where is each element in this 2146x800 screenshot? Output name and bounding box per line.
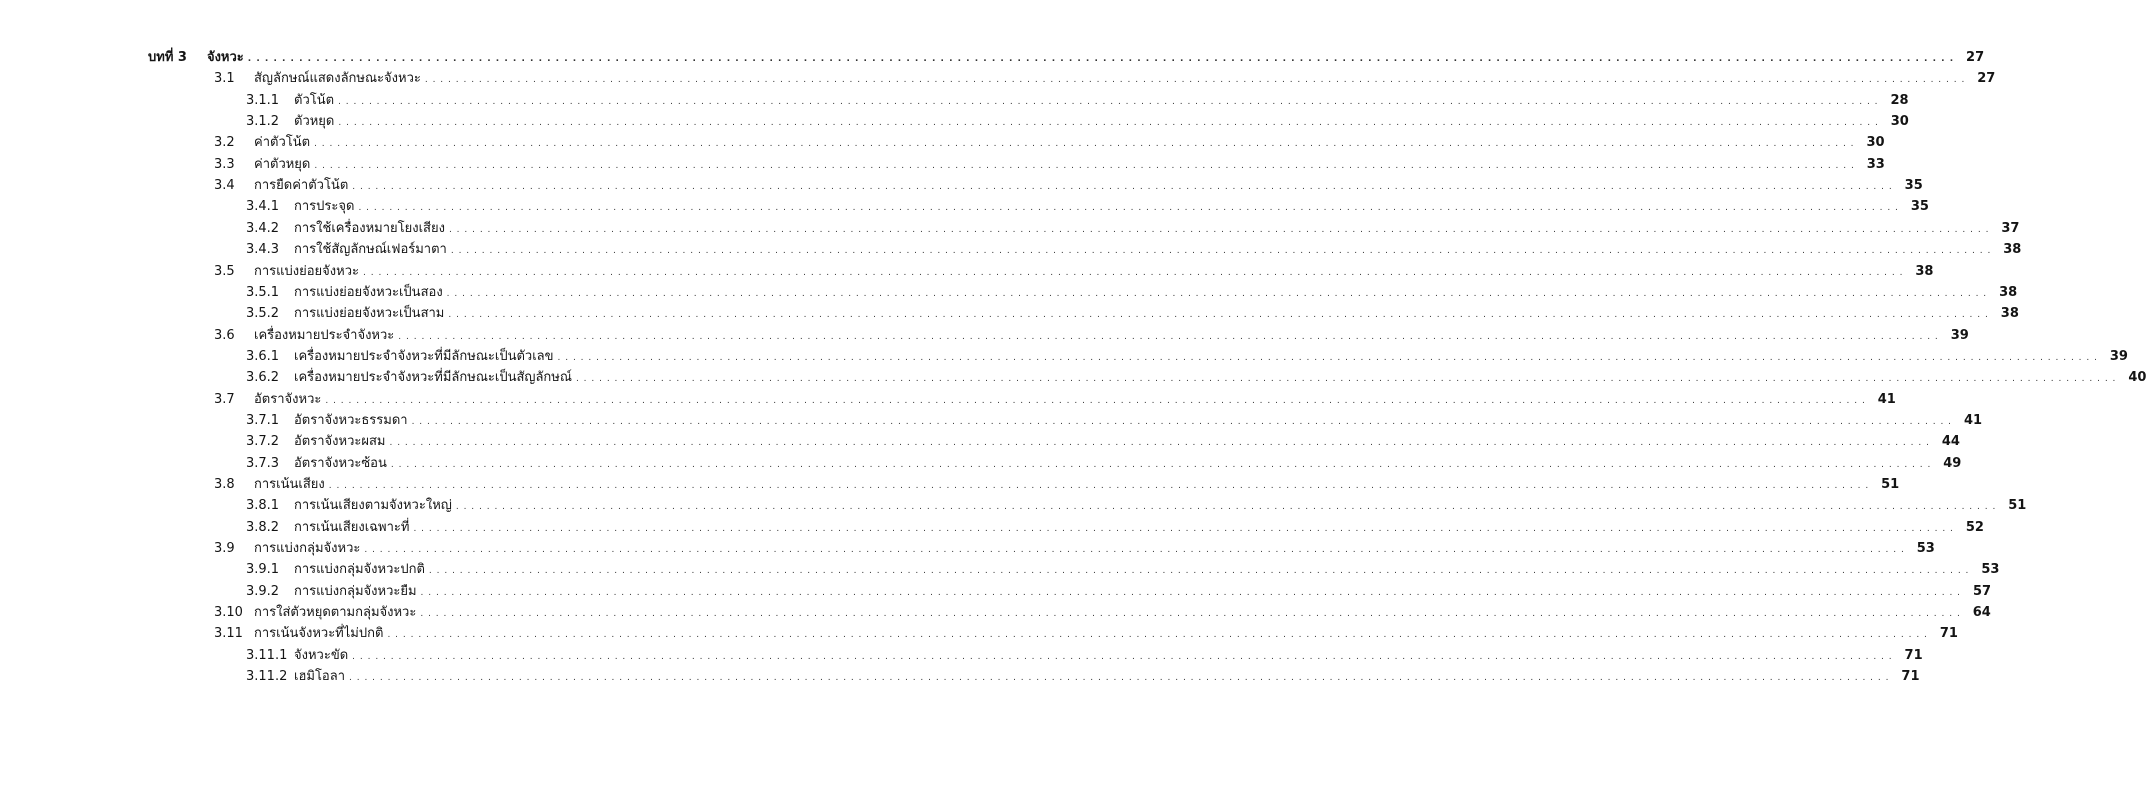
- dot-leader: . . . . . . . . . . . . . . . . . . . . . . . . . . . . . . . . . . . . . . . . . . . . . . . . . . . . . . . . . . . . . . . . . . . . . . . . . . . . . . . . . . . . . . . . . . . . . . . . . . . . . . . . . . . . . . . . . . . . . . . . . . . . . . . . . . . . . . . . . . . . . . . . . . . . . . . . . . . . . . . . . . . . . . . . . . . . . . . . . . . . . . . . . . . . . . . . . . . . . . . .: [575, 374, 2117, 385]
- toc-entry[interactable]: [246, 667, 1920, 685]
- toc-entry-number: 3.7.3: [246, 455, 280, 471]
- toc-entry[interactable]: [214, 603, 1991, 621]
- dot-leader: . . . . . . . . . . . . . . . . . . . . . . . . . . . . . . . . . . . . . . . . . . . . . . . . . . . . . . . . . . . . . . . . . . . . . . . . . . . . . . . . . . . . . . . . . . . . . . . . . . . . . . . . . . . . . . . . . . . . . . . . . . . . . . . . . . . . . . . . . . . . . . . . . . . . . . . . . . . . . . . . . . . . . . . . . . . . . . . . . . . . . . . . . . . . . . . . . . . . . . . .: [314, 139, 1855, 150]
- toc-entry-number: 3.7: [214, 391, 235, 407]
- toc-entry-page-number: 38: [2000, 306, 2019, 322]
- dot-leader: . . . . . . . . . . . . . . . . . . . . . . . . . . . . . . . . . . . . . . . . . . . . . . . . . . . . . . . . . . . . . . . . . . . . . . . . . . . . . . . . . . . . . . . . . . . . . . . . . . . . . . . . . . . . . . . . . . . . . . . . . . . . . . . . . . . . . . . . . . . . . . . . . . . . . . . . . . . . . . . . . . . . . . . . . . . . . . . . . . . . . . . . . . . . . . . . . . . . . . . .: [387, 630, 1928, 641]
- toc-entry-title: ตัวโน้ต: [294, 92, 335, 108]
- toc-entry-title: ค่าตัวโน้ต: [254, 135, 311, 151]
- toc-entry[interactable]: [214, 390, 1896, 408]
- toc-entry-number: 3.8: [214, 477, 235, 492]
- toc-entry-number: 3.6: [214, 327, 235, 343]
- toc-entry-page-number: 27: [1966, 50, 1985, 65]
- toc-entry-number: 3.1: [214, 71, 235, 87]
- toc-entry[interactable]: [246, 646, 1923, 664]
- dot-leader: . . . . . . . . . . . . . . . . . . . . . . . . . . . . . . . . . . . . . . . . . . . . . . . . . . . . . . . . . . . . . . . . . . . . . . . . . . . . . . . . . . . . . . . . . . . . . . . . . . . . . . . . . . . . . . . . . . . . . . . . . . . . . . . . . . . . . . . . . . . . . . . . . . . . . . . . . . . . . . . . . . . . . . . . . . . . . . . . . . . . . . . . . . . . . . . . . . . . . . . .: [448, 224, 1990, 235]
- toc-entry-title: เครื่องหมายประจำจังหวะที่มีลักษณะเป็นสัญลักษณ์: [294, 370, 572, 386]
- dot-leader: . . . . . . . . . . . . . . . . . . . . . . . . . . . . . . . . . . . . . . . . . . . . . . . . . . . . . . . . . . . . . . . . . . . . . . . . . . . . . . . . . . . . . . . . . . . . . . . . . . . . . . . . . . . . . . . . . . . . . . . . . . . . . . . . . . . . . . . . . . . . . . . . . . . . . . . . . . . . . . . . . . . . . . . . . . . . . . . . . . . . . . . . . . . . . . . . . . . . . . . .: [446, 288, 1988, 299]
- toc-entry[interactable]: [214, 539, 1935, 557]
- toc-entry[interactable]: [214, 155, 1885, 173]
- toc-entry-page-number: 33: [1866, 156, 1885, 172]
- dot-leader: . . . . . . . . . . . . . . . . . . . . . . . . . . . . . . . . . . . . . . . . . . . . . . . . . . . . . . . . . . . . . . . . . . . . . . . . . . . . . . . . . . . . . . . . . . . . . . . . . . . . . . . . . . . . . . . . . . . . . . . . . . . . . . . . . . . . . . . . . . . . . . . . . . . . . . . . . . . . . . . . . . . . . . . . . . . . . . . . . . . . . . . . . . . . . . . . . . . . . . . .: [352, 651, 1893, 662]
- dot-leader: . . . . . . . . . . . . . . . . . . . . . . . . . . . . . . . . . . . . . . . . . . . . . . . . . . . . . . . . . . . . . . . . . . . . . . . . . . . . . . . . . . . . . . . . . . . . . . . . . . . . . . . . . . . . . . . . . . . . . . . . . . . . . . . . . . . . . . . . . . . . . . . . . . . . . . . . . . . . . . . . . . . . . . . . . . . . . . . . . . . . . . . . . . . . . . . . . . . . . . . .: [389, 438, 1930, 449]
- toc-entry-title: ค่าตัวหยุด: [254, 156, 311, 172]
- dot-leader: . . . . . . . . . . . . . . . . . . . . . . . . . . . . . . . . . . . . . . . . . . . . . . . . . . . . . . . . . . . . . . . . . . . . . . . . . . . . . . . . . . . . . . . . . . . . . . . . . . . . . . . . . . . . . . . . . . . . . . . . . . . . . . . . . . . . . . . . . . . . . . . . . . . . . . . . . . . . . . . . . . . . . . . . . . . . . . . . . . . . . . . . . . . . . . . . . . . . . . . .: [314, 160, 1855, 171]
- toc-entry[interactable]: [246, 112, 1909, 130]
- dot-leader: . . . . . . . . . . . . . . . . . . . . . . . . . . . . . . . . . . . . . . . . . . . . . . . . . . . . . . . . . . . . . . . . . . . . . . . . . . . . . . . . . . . . . . . . . . . . . . . . . . . . . . . . . . . . . . . . . . . . . . . . . . . . . . . . . . . . . . . . . . . . . . . . . . . . . . . . . . . . . . . . . . . . . . . . . . . . . . . . . . . . . . . . . . . . . . . . . . . . . . . .: [424, 75, 1966, 86]
- toc-entry[interactable]: [214, 475, 1900, 493]
- toc-entry-page-number: 35: [1904, 178, 1923, 194]
- toc-entry-number: 3.11.1: [246, 647, 288, 663]
- toc-entry-page-number: 40: [2128, 370, 2146, 386]
- toc-entry-number: 3.5: [214, 263, 235, 279]
- toc-entry-page-number: 38: [2003, 242, 2022, 258]
- toc-entry-number: 3.3: [214, 156, 235, 172]
- toc-entry-title: การใส่ตัวหยุดตามกลุ่มจังหวะ: [254, 605, 417, 621]
- toc-entry-number: 3.7.1: [246, 412, 280, 428]
- toc-entry[interactable]: [214, 133, 1885, 151]
- dot-leader: . . . . . . . . . . . . . . . . . . . . . . . . . . . . . . . . . . . . . . . . . . . . . . . . . . . . . . . . . . . . . . . . . . . . . . . . . . . . . . . . . . . . . . . . . . . . . . . . . . . . . . . . . . . . . . . . . . . . . . . . . . . . . . . . . . . . . . . . . . . . . . . . . . . . . . . . . . . . . . . . . . . . . . . . . . . . . . . . . . . . . . . . . . . . . . . . . . . . . . . .: [349, 673, 1890, 684]
- toc-entry-page-number: 39: [2109, 348, 2128, 364]
- toc-entry-title: อัตราจังหวะธรรมดา: [294, 412, 408, 428]
- toc-entry-number: 3.5.1: [246, 284, 280, 300]
- toc-entry[interactable]: [246, 496, 2027, 514]
- toc-entry-page-number: 64: [1972, 605, 1991, 621]
- toc-entry-number: 3.8.1: [246, 498, 280, 514]
- dot-leader: . . . . . . . . . . . . . . . . . . . . . . . . . . . . . . . . . . . . . . . . . . . . . . . . . . . . . . . . . . . . . . . . . . . . . . . . . . . . . . . . . . . . . . . . . . . . . . . . . . . . . . . . . . . . . . . . . . . . . . . . . . . . . . . . . . . . . . . . . . . . . . . . . . . . . . . . . . . . . . . . . . . . . . . . . . . . . . . . . . . . . . . . . . . . . . . . . . . . . . . .: [398, 331, 1939, 342]
- dot-leader: . . . . . . . . . . . . . . . . . . . . . . . . . . . . . . . . . . . . . . . . . . . . . . . . . . . . . . . . . . . . . . . . . . . . . . . . . . . . . . . . . . . . . . . . . . . . . . . . . . . . . . . . . . . . . . . . . . . . . . . . . . . . . . . . . . . . . . . . . . . . . . . . . . . . . . . . . . . . . . . . . . . . . . . . . . . . . . . . . . . . . . . . . . . . . . . . . . . . . . . .: [557, 352, 2098, 363]
- toc-entry-page-number: 37: [2001, 220, 2020, 236]
- toc-entry-page-number: 38: [1915, 263, 1934, 279]
- toc-entry-number: 3.1.2: [246, 114, 280, 130]
- dot-leader: . . . . . . . . . . . . . . . . . . . . . . . . . . . . . . . . . . . . . . . . . . . . . . . . . . . . . . . . . . . . . . . . . . . . . . . . . . . . . . . . . . . . . . . . . . . . . . . . . . . . . . . . . . . . . . . . . . . . . . . . . . . . . . . . . . . . . . . . . . . . . . . . . . . . . . . . . . . . . . . . . . . . . . . . . . . . . . . . . . . . . . . . . . . . . . . . . . . . . . . .: [247, 54, 1955, 64]
- toc-entry-title: ตัวหยุด: [294, 114, 335, 130]
- toc-entry-number: 3.8.2: [246, 519, 280, 535]
- toc-entry-number: 3.2: [214, 135, 235, 151]
- dot-leader: . . . . . . . . . . . . . . . . . . . . . . . . . . . . . . . . . . . . . . . . . . . . . . . . . . . . . . . . . . . . . . . . . . . . . . . . . . . . . . . . . . . . . . . . . . . . . . . . . . . . . . . . . . . . . . . . . . . . . . . . . . . . . . . . . . . . . . . . . . . . . . . . . . . . . . . . . . . . . . . . . . . . . . . . . . . . . . . . . . . . . . . . . . . . . . . . . . . . . . . .: [428, 566, 1970, 577]
- toc-entry-page-number: 53: [1916, 541, 1935, 557]
- toc-entry-title: เฮมิโอลา: [294, 669, 346, 685]
- toc-entry-page-number: 27: [1977, 71, 1996, 87]
- toc-entry[interactable]: [214, 326, 1969, 344]
- toc-entry-number: 3.1.1: [246, 92, 280, 108]
- toc-entry[interactable]: [246, 197, 1929, 215]
- dot-leader: . . . . . . . . . . . . . . . . . . . . . . . . . . . . . . . . . . . . . . . . . . . . . . . . . . . . . . . . . . . . . . . . . . . . . . . . . . . . . . . . . . . . . . . . . . . . . . . . . . . . . . . . . . . . . . . . . . . . . . . . . . . . . . . . . . . . . . . . . . . . . . . . . . . . . . . . . . . . . . . . . . . . . . . . . . . . . . . . . . . . . . . . . . . . . . . . . . . . . . . .: [364, 545, 1905, 556]
- toc-entry-page-number: 44: [1941, 434, 1960, 450]
- toc-entry-page-number: 35: [1910, 199, 1929, 215]
- toc-entry-title: การใช้เครื่องหมายโยงเสียง: [294, 220, 445, 236]
- dot-leader: . . . . . . . . . . . . . . . . . . . . . . . . . . . . . . . . . . . . . . . . . . . . . . . . . . . . . . . . . . . . . . . . . . . . . . . . . . . . . . . . . . . . . . . . . . . . . . . . . . . . . . . . . . . . . . . . . . . . . . . . . . . . . . . . . . . . . . . . . . . . . . . . . . . . . . . . . . . . . . . . . . . . . . . . . . . . . . . . . . . . . . . . . . . . . . . . . . . . . . . .: [413, 523, 1954, 534]
- toc-entry-title: อัตราจังหวะผสม: [294, 434, 386, 450]
- toc-entry-number: 3.4.1: [246, 199, 280, 215]
- toc-entry[interactable]: [246, 432, 1960, 450]
- toc-entry-title: อัตราจังหวะซ้อน: [294, 455, 387, 471]
- toc-entry-title: การประจุด: [294, 199, 355, 215]
- toc-entry-number: 3.4.3: [246, 242, 280, 258]
- toc-entry[interactable]: [246, 304, 2019, 322]
- dot-leader: . . . . . . . . . . . . . . . . . . . . . . . . . . . . . . . . . . . . . . . . . . . . . . . . . . . . . . . . . . . . . . . . . . . . . . . . . . . . . . . . . . . . . . . . . . . . . . . . . . . . . . . . . . . . . . . . . . . . . . . . . . . . . . . . . . . . . . . . . . . . . . . . . . . . . . . . . . . . . . . . . . . . . . . . . . . . . . . . . . . . . . . . . . . . . . . . . . . . . . . .: [390, 459, 1932, 470]
- toc-entry-page-number: 41: [1963, 412, 1983, 428]
- toc-entry-page-number: 51: [2008, 498, 2027, 514]
- dot-leader: . . . . . . . . . . . . . . . . . . . . . . . . . . . . . . . . . . . . . . . . . . . . . . . . . . . . . . . . . . . . . . . . . . . . . . . . . . . . . . . . . . . . . . . . . . . . . . . . . . . . . . . . . . . . . . . . . . . . . . . . . . . . . . . . . . . . . . . . . . . . . . . . . . . . . . . . . . . . . . . . . . . . . . . . . . . . . . . . . . . . . . . . . . . . . . . . . . . . . . . .: [420, 609, 1961, 620]
- toc-entry[interactable]: [246, 283, 2018, 301]
- toc-entry[interactable]: [246, 219, 2020, 237]
- toc-entry-title: เครื่องหมายประจำจังหวะ: [254, 327, 395, 343]
- toc-entry-page-number: 71: [1939, 626, 1958, 642]
- dot-leader: . . . . . . . . . . . . . . . . . . . . . . . . . . . . . . . . . . . . . . . . . . . . . . . . . . . . . . . . . . . . . . . . . . . . . . . . . . . . . . . . . . . . . . . . . . . . . . . . . . . . . . . . . . . . . . . . . . . . . . . . . . . . . . . . . . . . . . . . . . . . . . . . . . . . . . . . . . . . . . . . . . . . . . . . . . . . . . . . . . . . . . . . . . . . . . . . . . . . . . . .: [411, 416, 1953, 427]
- toc-entry-page-number: 30: [1866, 135, 1885, 151]
- toc-entry-title: การแบ่งกลุ่มจังหวะปกติ: [294, 562, 425, 578]
- toc-entry-title: การแบ่งย่อยจังหวะเป็นสาม: [294, 306, 445, 322]
- toc-entry[interactable]: [246, 582, 1992, 600]
- toc-entry-page-number: 49: [1943, 455, 1962, 471]
- toc-entry-title: เครื่องหมายประจำจังหวะที่มีลักษณะเป็นตัวเลข: [294, 348, 554, 364]
- dot-leader: . . . . . . . . . . . . . . . . . . . . . . . . . . . . . . . . . . . . . . . . . . . . . . . . . . . . . . . . . . . . . . . . . . . . . . . . . . . . . . . . . . . . . . . . . . . . . . . . . . . . . . . . . . . . . . . . . . . . . . . . . . . . . . . . . . . . . . . . . . . . . . . . . . . . . . . . . . . . . . . . . . . . . . . . . . . . . . . . . . . . . . . . . . . . . . . . . . . . . . . .: [455, 502, 1997, 513]
- toc-entry-title: การแบ่งกลุ่มจังหวะ: [254, 541, 361, 557]
- toc-entry[interactable]: [246, 411, 1983, 429]
- toc-entry[interactable]: [246, 518, 1984, 536]
- dot-leader: . . . . . . . . . . . . . . . . . . . . . . . . . . . . . . . . . . . . . . . . . . . . . . . . . . . . . . . . . . . . . . . . . . . . . . . . . . . . . . . . . . . . . . . . . . . . . . . . . . . . . . . . . . . . . . . . . . . . . . . . . . . . . . . . . . . . . . . . . . . . . . . . . . . . . . . . . . . . . . . . . . . . . . . . . . . . . . . . . . . . . . . . . . . . . . . . . . . . . . . .: [448, 310, 1989, 321]
- toc-entry-number: 3.7.2: [246, 434, 280, 450]
- toc-entry-title: การแบ่งย่อยจังหวะ: [254, 263, 359, 279]
- toc-entry-title: สัญลักษณ์แสดงลักษณะจังหวะ: [254, 71, 421, 87]
- toc-entry-number: 3.6.1: [246, 348, 280, 364]
- toc-entry-page-number: 38: [1999, 284, 2018, 300]
- toc-entry-page-number: 71: [1901, 669, 1920, 685]
- toc-entry[interactable]: [246, 240, 2022, 258]
- toc-entry-title: การเน้นเสียง: [254, 477, 325, 492]
- toc-entry-title: อัตราจังหวะ: [254, 391, 322, 407]
- toc-entry[interactable]: [246, 454, 1962, 472]
- toc-entry-number: 3.9.1: [246, 562, 280, 578]
- toc-entry-title: การใช้สัญลักษณ์เฟอร์มาตา: [294, 242, 447, 258]
- dot-leader: . . . . . . . . . . . . . . . . . . . . . . . . . . . . . . . . . . . . . . . . . . . . . . . . . . . . . . . . . . . . . . . . . . . . . . . . . . . . . . . . . . . . . . . . . . . . . . . . . . . . . . . . . . . . . . . . . . . . . . . . . . . . . . . . . . . . . . . . . . . . . . . . . . . . . . . . . . . . . . . . . . . . . . . . . . . . . . . . . . . . . . . . . . . . . . . . . . . . . . . .: [325, 395, 1866, 406]
- toc-entry[interactable]: [214, 262, 1934, 280]
- toc-entry-title: การแบ่งย่อยจังหวะเป็นสอง: [294, 284, 443, 300]
- toc-entry-title: การยืดค่าตัวโน้ต: [254, 178, 349, 194]
- toc-entry-page-number: 41: [1877, 391, 1896, 407]
- toc-entry[interactable]: [246, 91, 1909, 109]
- toc-entry-title: การเน้นเสียงเฉพาะที่: [294, 519, 410, 535]
- toc-entry-number: 3.11.2: [246, 669, 288, 685]
- toc-entry[interactable]: [246, 347, 2128, 365]
- toc-entry[interactable]: [214, 624, 1958, 642]
- toc-entry-page-number: 52: [1965, 519, 1984, 535]
- toc-entry-page-number: 28: [1890, 92, 1909, 108]
- toc-entry-title: การแบ่งกลุ่มจังหวะยืม: [294, 583, 417, 599]
- toc-chapter-entry[interactable]: [148, 48, 1985, 66]
- toc-entry-number: 3.5.2: [246, 306, 280, 322]
- toc-entry-title: จังหวะ: [206, 50, 244, 65]
- toc-entry-title: การเน้นเสียงตามจังหวะใหญ่: [294, 498, 452, 514]
- dot-leader: . . . . . . . . . . . . . . . . . . . . . . . . . . . . . . . . . . . . . . . . . . . . . . . . . . . . . . . . . . . . . . . . . . . . . . . . . . . . . . . . . . . . . . . . . . . . . . . . . . . . . . . . . . . . . . . . . . . . . . . . . . . . . . . . . . . . . . . . . . . . . . . . . . . . . . . . . . . . . . . . . . . . . . . . . . . . . . . . . . . . . . . . . . . . . . . . . . . . . . . .: [363, 267, 1904, 278]
- toc-entry[interactable]: [246, 368, 2146, 386]
- toc-entry-number: 3.9.2: [246, 583, 280, 599]
- toc-entry-number: 3.9: [214, 541, 235, 557]
- dot-leader: . . . . . . . . . . . . . . . . . . . . . . . . . . . . . . . . . . . . . . . . . . . . . . . . . . . . . . . . . . . . . . . . . . . . . . . . . . . . . . . . . . . . . . . . . . . . . . . . . . . . . . . . . . . . . . . . . . . . . . . . . . . . . . . . . . . . . . . . . . . . . . . . . . . . . . . . . . . . . . . . . . . . . . . . . . . . . . . . . . . . . . . . . . . . . . . . . . . . . . . .: [420, 587, 1962, 598]
- dot-leader: . . . . . . . . . . . . . . . . . . . . . . . . . . . . . . . . . . . . . . . . . . . . . . . . . . . . . . . . . . . . . . . . . . . . . . . . . . . . . . . . . . . . . . . . . . . . . . . . . . . . . . . . . . . . . . . . . . . . . . . . . . . . . . . . . . . . . . . . . . . . . . . . . . . . . . . . . . . . . . . . . . . . . . . . . . . . . . . . . . . . . . . . . . . . . . . . . . . . . . . .: [338, 96, 1879, 107]
- dot-leader: . . . . . . . . . . . . . . . . . . . . . . . . . . . . . . . . . . . . . . . . . . . . . . . . . . . . . . . . . . . . . . . . . . . . . . . . . . . . . . . . . . . . . . . . . . . . . . . . . . . . . . . . . . . . . . . . . . . . . . . . . . . . . . . . . . . . . . . . . . . . . . . . . . . . . . . . . . . . . . . . . . . . . . . . . . . . . . . . . . . . . . . . . . . . . . . . . . . . . . . .: [328, 481, 1870, 491]
- toc-entry-number: 3.10: [214, 605, 243, 621]
- toc-entry-number: 3.6.2: [246, 370, 280, 386]
- dot-leader: . . . . . . . . . . . . . . . . . . . . . . . . . . . . . . . . . . . . . . . . . . . . . . . . . . . . . . . . . . . . . . . . . . . . . . . . . . . . . . . . . . . . . . . . . . . . . . . . . . . . . . . . . . . . . . . . . . . . . . . . . . . . . . . . . . . . . . . . . . . . . . . . . . . . . . . . . . . . . . . . . . . . . . . . . . . . . . . . . . . . . . . . . . . . . . . . . . . . . . . .: [352, 182, 1893, 193]
- toc-entry-title: จังหวะขัด: [294, 647, 349, 663]
- toc-entry[interactable]: [214, 69, 1996, 87]
- toc-entry-page-number: 53: [1981, 562, 2000, 578]
- toc-entry-page-number: 51: [1881, 477, 1900, 492]
- toc-entry-page-number: 39: [1950, 327, 1969, 343]
- toc-entry-number: บทที่ 3: [148, 50, 187, 65]
- toc-entry-number: 3.4: [214, 178, 235, 194]
- toc-entry-page-number: 57: [1972, 583, 1992, 599]
- toc-entry-number: 3.11: [214, 626, 243, 642]
- toc-entry-title: การเน้นจังหวะที่ไม่ปกติ: [254, 626, 384, 642]
- toc-entry-page-number: 30: [1890, 114, 1909, 130]
- toc-entry-page-number: 71: [1904, 647, 1923, 663]
- toc-entry[interactable]: [214, 176, 1923, 194]
- toc-entry[interactable]: [246, 560, 2000, 578]
- toc-entry-number: 3.4.2: [246, 220, 280, 236]
- dot-leader: . . . . . . . . . . . . . . . . . . . . . . . . . . . . . . . . . . . . . . . . . . . . . . . . . . . . . . . . . . . . . . . . . . . . . . . . . . . . . . . . . . . . . . . . . . . . . . . . . . . . . . . . . . . . . . . . . . . . . . . . . . . . . . . . . . . . . . . . . . . . . . . . . . . . . . . . . . . . . . . . . . . . . . . . . . . . . . . . . . . . . . . . . . . . . . . . . . . . . . . .: [338, 118, 1879, 129]
- dot-leader: . . . . . . . . . . . . . . . . . . . . . . . . . . . . . . . . . . . . . . . . . . . . . . . . . . . . . . . . . . . . . . . . . . . . . . . . . . . . . . . . . . . . . . . . . . . . . . . . . . . . . . . . . . . . . . . . . . . . . . . . . . . . . . . . . . . . . . . . . . . . . . . . . . . . . . . . . . . . . . . . . . . . . . . . . . . . . . . . . . . . . . . . . . . . . . . . . . . . . . . .: [358, 203, 1899, 214]
- dot-leader: . . . . . . . . . . . . . . . . . . . . . . . . . . . . . . . . . . . . . . . . . . . . . . . . . . . . . . . . . . . . . . . . . . . . . . . . . . . . . . . . . . . . . . . . . . . . . . . . . . . . . . . . . . . . . . . . . . . . . . . . . . . . . . . . . . . . . . . . . . . . . . . . . . . . . . . . . . . . . . . . . . . . . . . . . . . . . . . . . . . . . . . . . . . . . . . . . . . . . . . .: [450, 246, 1992, 257]
